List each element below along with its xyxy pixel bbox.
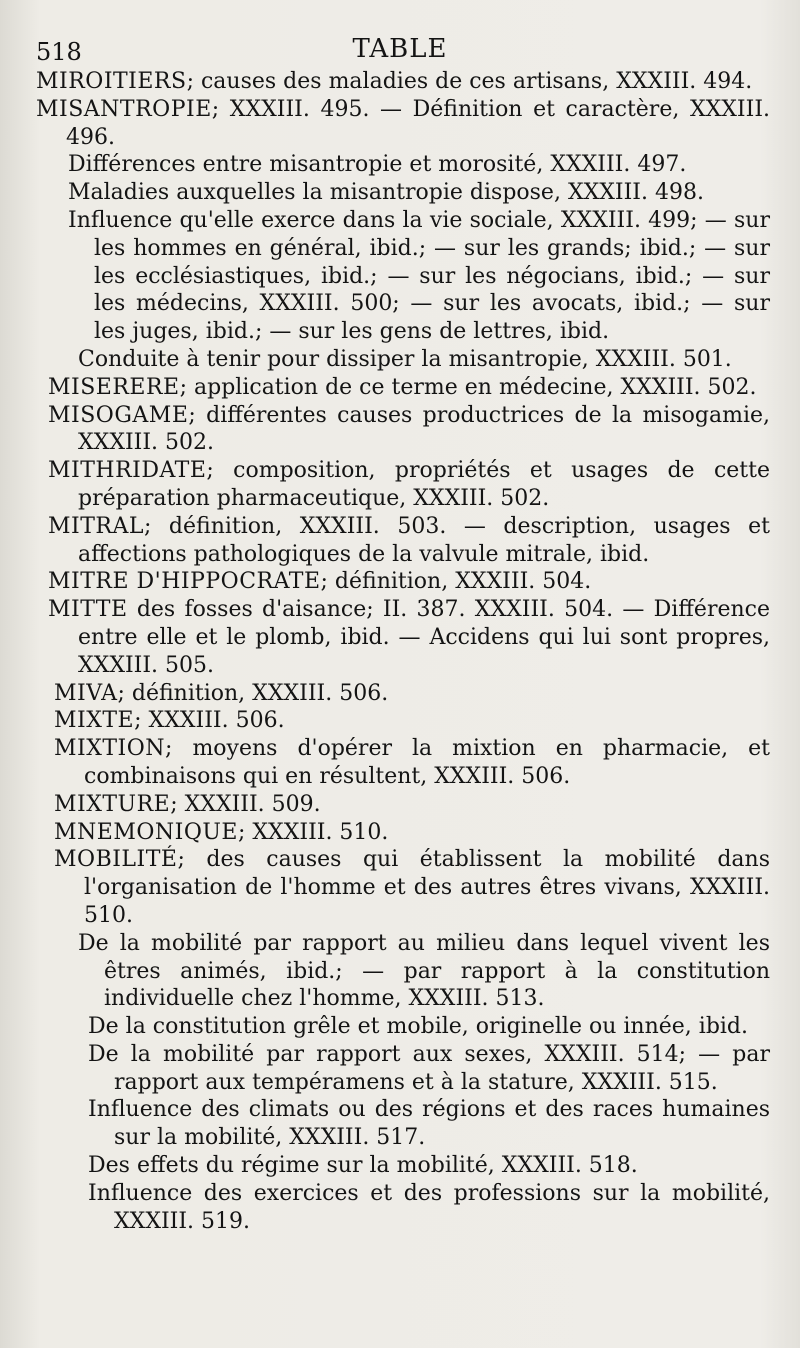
entry-heading: MIXTION [54,736,166,762]
index-subentry [88,1041,770,1097]
entry-text: ; définition, XXXIII. 503. — description, usages et affections pathologiques de la valvule mitrale, ibid. [78,513,770,567]
subentry-text: Conduite à tenir pour dissiper la misantropie, XXXIII. 501. [78,346,732,372]
page-number: 518 [36,38,82,66]
index-subentry [88,1180,770,1236]
subentry-text: Influence qu'elle exerce dans la vie sociale, XXXIII. 499; — sur les hommes en général, ibid.; — sur les grands; ibid.; — sur les ecclésiastiques, ibid.; — sur les négocians, ibid.; — sur les médecins, XXXIII. 500; — sur les avocats, ibid.; — sur les juges, ibid.; — sur les gens de lettres, ibid. [68,207,770,345]
index-entry [36,68,770,96]
entry-heading: MISOGAME [48,402,189,428]
index-subentry [68,207,770,346]
entry-text: ; définition, XXXIII. 504. [320,569,592,595]
entry-text: ; composition, propriétés et usages de cette préparation pharmaceutique, XXXIII. 502. [78,458,770,511]
index-subentry [78,346,770,374]
index-subentry [88,1152,770,1180]
index-entry [54,735,770,791]
index-entry [48,596,770,679]
entry-text: ; définition, XXXIII. 506. [117,680,389,706]
entry-text: ; XXXIII. 506. [134,708,285,734]
entry-text: ; des causes qui établissent la mobilité dans l'organisation de l'homme et des autres êtres vivans, XXXIII. 510. [84,847,770,928]
subentry-text: De la constitution grêle et mobile, originelle ou innée, ibid. [88,1014,749,1040]
entry-text: ; application de ce terme en médecine, XXXIII. 502. [179,374,757,400]
subentry-text: Influence des exercices et des professions sur la mobilité, XXXIII. 519. [88,1180,770,1234]
entry-heading: MIXTURE [54,791,171,817]
index-entry [54,819,770,847]
index-subentry [88,1013,770,1041]
entry-text: des fosses d'aisance; II. 387. XXXIII. 504. — Différence entre elle et le plomb, ibid. — Accidens qui lui sont propres, XXXIII. 505. [78,597,770,678]
entry-heading: MOBILITÉ [54,847,178,873]
index-subentry [68,151,770,179]
entry-heading: MITHRIDATE [48,458,207,484]
index-entry [54,791,770,819]
index-entry [48,374,770,402]
entry-text: ; moyens d'opérer la mixtion en pharmacie, et combinaisons qui en résultent, XXXIII. 506. [84,736,770,789]
entry-heading: MITRAL [48,513,144,539]
subentry-text: Différences entre misantropie et morosité, XXXIII. 497. [68,152,687,178]
entry-text: ; causes des maladies de ces artisans, XXXIII. 494. [186,69,753,94]
entry-text: ; XXXIII. 495. — Définition et caractère, XXXIII. 496. [66,96,770,150]
index-entry [54,680,770,708]
entry-text: ; XXXIII. 509. [170,791,321,817]
index-subentry [88,1096,770,1152]
entry-heading: MIXTE [54,708,135,734]
running-title: TABLE [352,34,448,64]
index-entry [54,846,770,929]
index-subentry [68,179,770,207]
entry-heading: MISERERE [48,374,180,400]
entry-text: ; XXXIII. 510. [237,819,389,845]
entry-heading: MITRE D'HIPPOCRATE [48,569,321,595]
subentry-text: De la mobilité par rapport aux sexes, XXXIII. 514; — par rapport aux tempéramens et à la stature, XXXIII. 515. [88,1041,770,1095]
subentry-text: De la mobilité par rapport au milieu dans lequel vivent les êtres animés, ibid.; — par rapport à la constitution individuelle chez l'homme, XXXIII. 513. [78,930,770,1012]
entry-heading: MIROITIERS [36,69,187,94]
index-entry [48,513,770,569]
index-text [30,68,770,1235]
index-subentry [78,930,770,1013]
index-entry [48,402,770,458]
index-entry [54,707,770,735]
entry-heading: MNEMONIQUE [54,819,238,845]
subentry-text: Des effets du régime sur la mobilité, XXXIII. 518. [88,1153,638,1179]
subentry-text: Maladies auxquelles la misantropie dispose, XXXIII. 498. [68,180,704,206]
index-entry [48,457,770,513]
entry-text: ; différentes causes productrices de la misogamie, XXXIII. 502. [78,402,770,456]
entry-heading: MIVA [54,680,118,706]
entry-heading: MITTE [48,597,128,623]
entry-heading: MISANTROPIE [36,96,212,122]
index-entry [48,568,770,596]
subentry-text: Influence des climats ou des régions et des races humaines sur la mobilité, XXXIII. 517. [88,1097,770,1151]
index-entry [36,96,770,152]
page-header [0,34,800,70]
